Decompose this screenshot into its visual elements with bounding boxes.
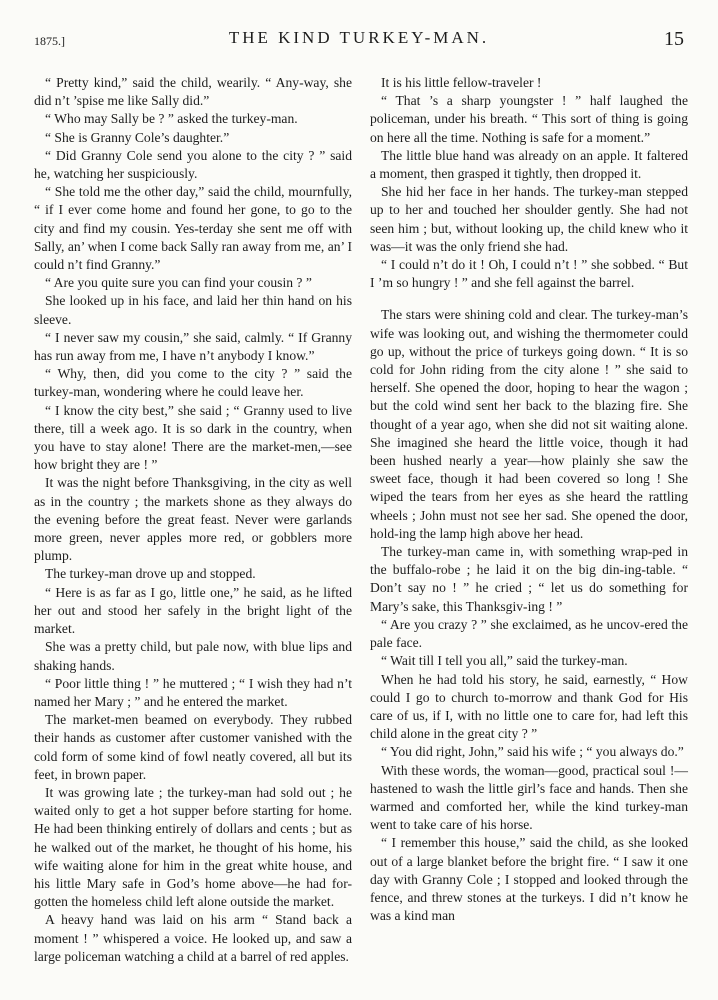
page-number: 15 [664, 28, 684, 50]
paragraph: “ Wait till I tell you all,” said the turkey-man. [381, 653, 628, 669]
paragraph: A heavy hand was laid on his arm “ Stand back a moment ! ” whispered a voice. He looked up, and saw a large policeman watching a child at a barrel of red apples. [34, 912, 352, 964]
header-year: 1875.] [34, 34, 65, 48]
paragraph: The little blue hand was already on an apple. It faltered a moment, then grasped it tightly, then dropped it. [370, 147, 688, 182]
paragraph: “ She is Granny Cole’s daughter.” [45, 129, 230, 145]
paragraph: “ I could n’t do it ! Oh, I could n’t ! ” she sobbed. “ But I ’m so hungry ! ” and she fell against the barrel. [370, 257, 688, 291]
paragraph: “ You did right, John,” said his wife ; “ you always do.” [381, 744, 684, 760]
right-column [370, 74, 688, 925]
paragraph: With these words, the woman—good, practical soul !—hastened to wash the little girl’s face and hands. Then she warmed and comforted her, while the kind turkey-man went to take care of his horse. [370, 762, 688, 833]
paragraph: She was a pretty child, but pale now, with blue lips and shaking hands. [34, 639, 352, 673]
paragraph: “ Are you crazy ? ” she exclaimed, as he uncov-ered the pale face. [370, 616, 688, 651]
paragraph: The stars were shining cold and clear. The turkey-man’s wife was looking out, and wishing the thermometer could go up, without the price of turkeys going down. “ It is so cold for John riding from the city alone ! ” she said to herself. She opened the door, hoping to hear the wagon ; but the cold wind sent her back to the blazing fire. She thought of a year ago, when she did not sit waiting alone. She imagined she heard the little voice, though it had been hushed nearly a year—how plainly she saw the sweet face, though it had been covered so long ! She wiped the tears from her eyes as she heard the rattling wheels ; John must not see her sad. She opened the door, hold-ing the lamp high above her head. [370, 307, 688, 541]
header-title: THE KIND TURKEY-MAN. [228, 28, 490, 47]
left-column [34, 74, 352, 966]
paragraph: “ Who may Sally be ? ” asked the turkey-man. [45, 111, 298, 127]
paragraph: “ Here is as far as I go, little one,” he said, as he lifted her out and stood her safely in the bright light of the market. [34, 584, 352, 637]
paragraph: It was the night before Thanksgiving, in the city as well as in the country ; the markets shone as they always do the evening before the great feast. Never were garlands more green, never apples more red, or gobblers more plump. [34, 475, 352, 564]
paragraph: “ Pretty kind,” said the child, wearily. “ Any-way, she did n’t ’spise me like Sally did.” [34, 75, 352, 109]
paragraph: It was growing late ; the turkey-man had sold out ; he waited only to get a hot supper before starting for home. He had been thinking entirely of dollars and cents ; but as he walked out of the market, he thought of his home, his wife waiting alone for him in the great white house, and his little Mary safe in God’s home above—he had for-gotten the homeless child left alone outside the market. [34, 784, 352, 910]
paragraph: “ Are you quite sure you can find your cousin ? ” [45, 275, 312, 291]
paragraph: The turkey-man came in, with something wrap-ped in the buffalo-robe ; he laid it on the big din-ing-table. “ Don’t say no ! ” he cried ; “ let us do something for Mary’s sake, this Thanksgiv-ing ! ” [370, 544, 688, 614]
paragraph: “ She told me the other day,” said the child, mournfully, “ if I ever come home and found her gone, to go to the city and find my cousin. Yes-terday she sent me off with Sally, an’ when I come back Sally ran away from me, an’ I could n’t find Granny.” [34, 184, 352, 273]
paragraph: When he had told his story, he said, earnestly, “ How could I go to church to-morrow and thank God for His care of us, if I, with no little one to care for, had left this child alone in the great city ? ” [370, 671, 688, 742]
paragraph: She looked up in his face, and laid her thin hand on his sleeve. [34, 293, 352, 327]
paragraph: The turkey-man drove up and stopped. [45, 566, 256, 582]
running-header [34, 28, 684, 52]
paragraph: “ That ’s a sharp youngster ! ” half laughed the policeman, under his breath. “ This sort of thing is going on here all the time. Nothing is safe for a moment.” [370, 93, 688, 145]
paragraph: “ I remember this house,” said the child, as she looked out of a large blanket before the bright fire. “ I saw it one day with Granny Cole ; I stopped and looked through the fence, and threw stones at the turkeys. I did n’t know he was a kind man [370, 835, 688, 924]
paragraph: “ I know the city best,” she said ; “ Granny used to live there, till a week ago. It is so dark in the country, when you have to stay alone! There are the market-men,—see how bright they are ! ” [34, 402, 352, 473]
paragraph: “ I never saw my cousin,” she said, calmly. “ If Granny has run away from me, I have n’t anybody I know.” [34, 329, 352, 364]
paragraph: It is his little fellow-traveler ! [381, 75, 542, 90]
paragraph: “ Why, then, did you come to the city ? ” said the turkey-man, wondering where he could leave her. [34, 366, 352, 400]
paragraph: The market-men beamed on everybody. They rubbed their hands as customer after customer vanished with the cold form of some kind of fowl neatly covered, all but its feet, in brown paper. [34, 712, 352, 782]
paragraph: “ Poor little thing ! ” he muttered ; “ I wish they had n’t named her Mary ; ” and he entered the market. [34, 675, 352, 709]
paragraph: She hid her face in her hands. The turkey-man stepped up to her and touched her shoulder gently. She had not seen him ; but, without looking up, the child knew who it was—it was the only friend she had. [370, 184, 688, 254]
paragraph: “ Did Granny Cole send you alone to the city ? ” said he, watching her suspiciously. [34, 147, 352, 182]
